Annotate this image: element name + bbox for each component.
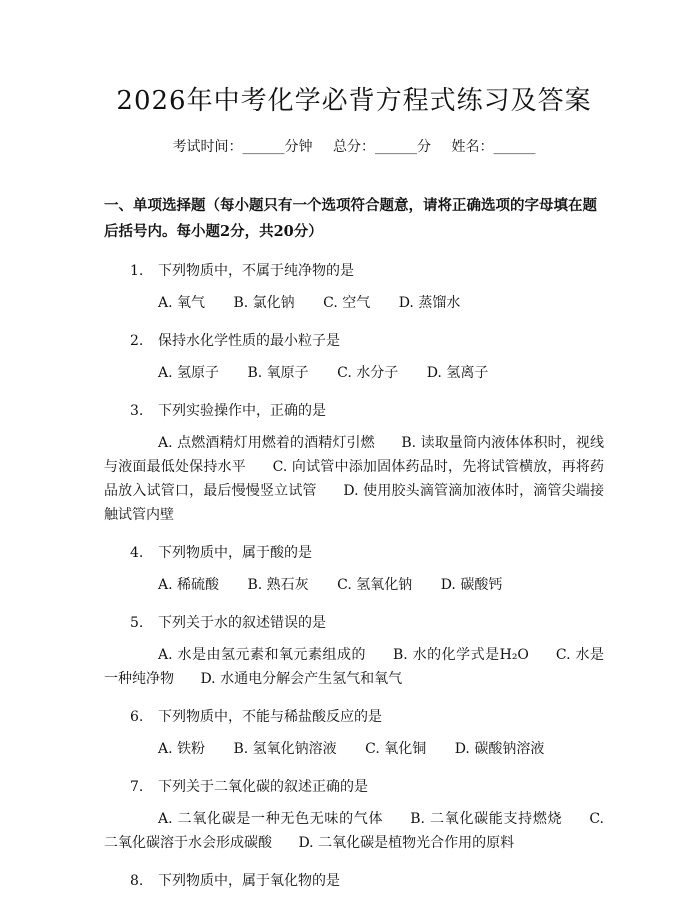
- option-c: C. 水分子: [337, 365, 399, 381]
- option-d: D. 蒸馏水: [398, 295, 461, 311]
- option-c: C. 水是一种纯净物: [104, 647, 604, 687]
- option-a: A. 氢原子: [158, 365, 220, 381]
- option-b: B. 氢氧化钠溶液: [233, 741, 337, 757]
- option-d: D. 氢离子: [426, 365, 489, 381]
- option-d: D. 使用胶头滴管滴加液体时，滴管尖端接触试管内壁: [104, 483, 605, 523]
- question-stem: [104, 259, 604, 283]
- question-number: 3.: [130, 403, 144, 419]
- option-a: A. 氧气: [158, 295, 206, 311]
- question-text: 下列物质中，不属于纯净物的是: [158, 263, 354, 279]
- option-c: C. 二氧化碳溶于水会形成碳酸: [104, 811, 604, 851]
- question-stem: [104, 705, 604, 729]
- question-number: 6.: [130, 709, 144, 725]
- exam-time: 考试时间：______分钟: [172, 139, 313, 155]
- option-c: C. 向试管中添加固体药品时，先将试管横放，再将药品放入试管口，最后慢慢竖立试管: [104, 459, 605, 499]
- question-number: 5.: [130, 615, 144, 631]
- question-stem: [104, 329, 604, 353]
- option-a: A. 铁粉: [158, 741, 206, 757]
- question-7: [104, 775, 604, 855]
- option-b: B. 水的化学式是H₂O: [392, 647, 529, 663]
- question-text: 下列物质中，属于酸的是: [158, 545, 312, 561]
- exam-name: 姓名：______: [451, 139, 536, 155]
- option-c: C. 氧化铜: [365, 741, 427, 757]
- option-d: D. 水通电分解会产生氢气和氧气: [200, 671, 403, 687]
- question-6: [104, 705, 604, 761]
- option-list: [104, 431, 604, 527]
- question-stem: [104, 541, 604, 565]
- option-list: [104, 573, 604, 597]
- option-a: A. 水是由氢元素和氧元素组成的: [158, 647, 366, 663]
- option-b: B. 二氧化碳能支持燃烧: [410, 811, 563, 827]
- option-b: B. 读取量筒内液体体积时，视线与液面最低处保持水平: [104, 435, 604, 475]
- question-number: 7.: [130, 779, 144, 795]
- question-4: [104, 541, 604, 597]
- question-number: 1.: [130, 263, 144, 279]
- question-text: 下列物质中，不能与稀盐酸反应的是: [158, 709, 382, 725]
- question-stem: [104, 869, 604, 893]
- question-text: 下列关于水的叙述错误的是: [158, 615, 326, 631]
- question-2: [104, 329, 604, 385]
- option-c: C. 空气: [323, 295, 371, 311]
- option-list: [104, 807, 604, 855]
- question-text: 保持水化学性质的最小粒子是: [158, 333, 340, 349]
- question-8: [104, 869, 604, 893]
- exam-meta: [104, 137, 604, 157]
- option-a: A. 点燃酒精灯用燃着的酒精灯引燃: [158, 435, 375, 451]
- question-stem: [104, 611, 604, 635]
- option-list: [104, 361, 604, 385]
- question-number: 4.: [130, 545, 144, 561]
- option-a: A. 稀硫酸: [158, 577, 220, 593]
- option-b: B. 氯化钠: [233, 295, 295, 311]
- question-5: [104, 611, 604, 691]
- option-b: B. 氧原子: [247, 365, 309, 381]
- option-a: A. 二氧化碳是一种无色无味的气体: [158, 811, 384, 827]
- question-number: 8.: [130, 873, 144, 889]
- option-d: D. 碳酸钙: [440, 577, 503, 593]
- option-d: D. 二氧化碳是植物光合作用的原料: [298, 835, 515, 851]
- question-stem: [104, 775, 604, 799]
- question-text: 下列关于二氧化碳的叙述正确的是: [158, 779, 368, 795]
- option-list: [104, 643, 604, 691]
- question-text: 下列实验操作中，正确的是: [158, 403, 326, 419]
- question-1: [104, 259, 604, 315]
- option-b: B. 熟石灰: [247, 577, 309, 593]
- option-d: D. 碳酸钠溶液: [454, 741, 545, 757]
- section-heading: 一、单项选择题（每小题只有一个选项符合题意，请将正确选项的字母填在题后括号内。每小题2分，共20分）: [104, 197, 597, 240]
- exam-score: 总分：______分: [333, 139, 431, 155]
- option-list: [104, 291, 604, 315]
- question-3: [104, 399, 604, 527]
- option-list: [104, 737, 604, 761]
- question-number: 2.: [130, 333, 144, 349]
- option-c: C. 氢氧化钠: [337, 577, 413, 593]
- question-stem: [104, 399, 604, 423]
- document-title: 2026年中考化学必背方程式练习及答案: [116, 86, 592, 116]
- question-text: 下列物质中，属于氧化物的是: [158, 873, 340, 889]
